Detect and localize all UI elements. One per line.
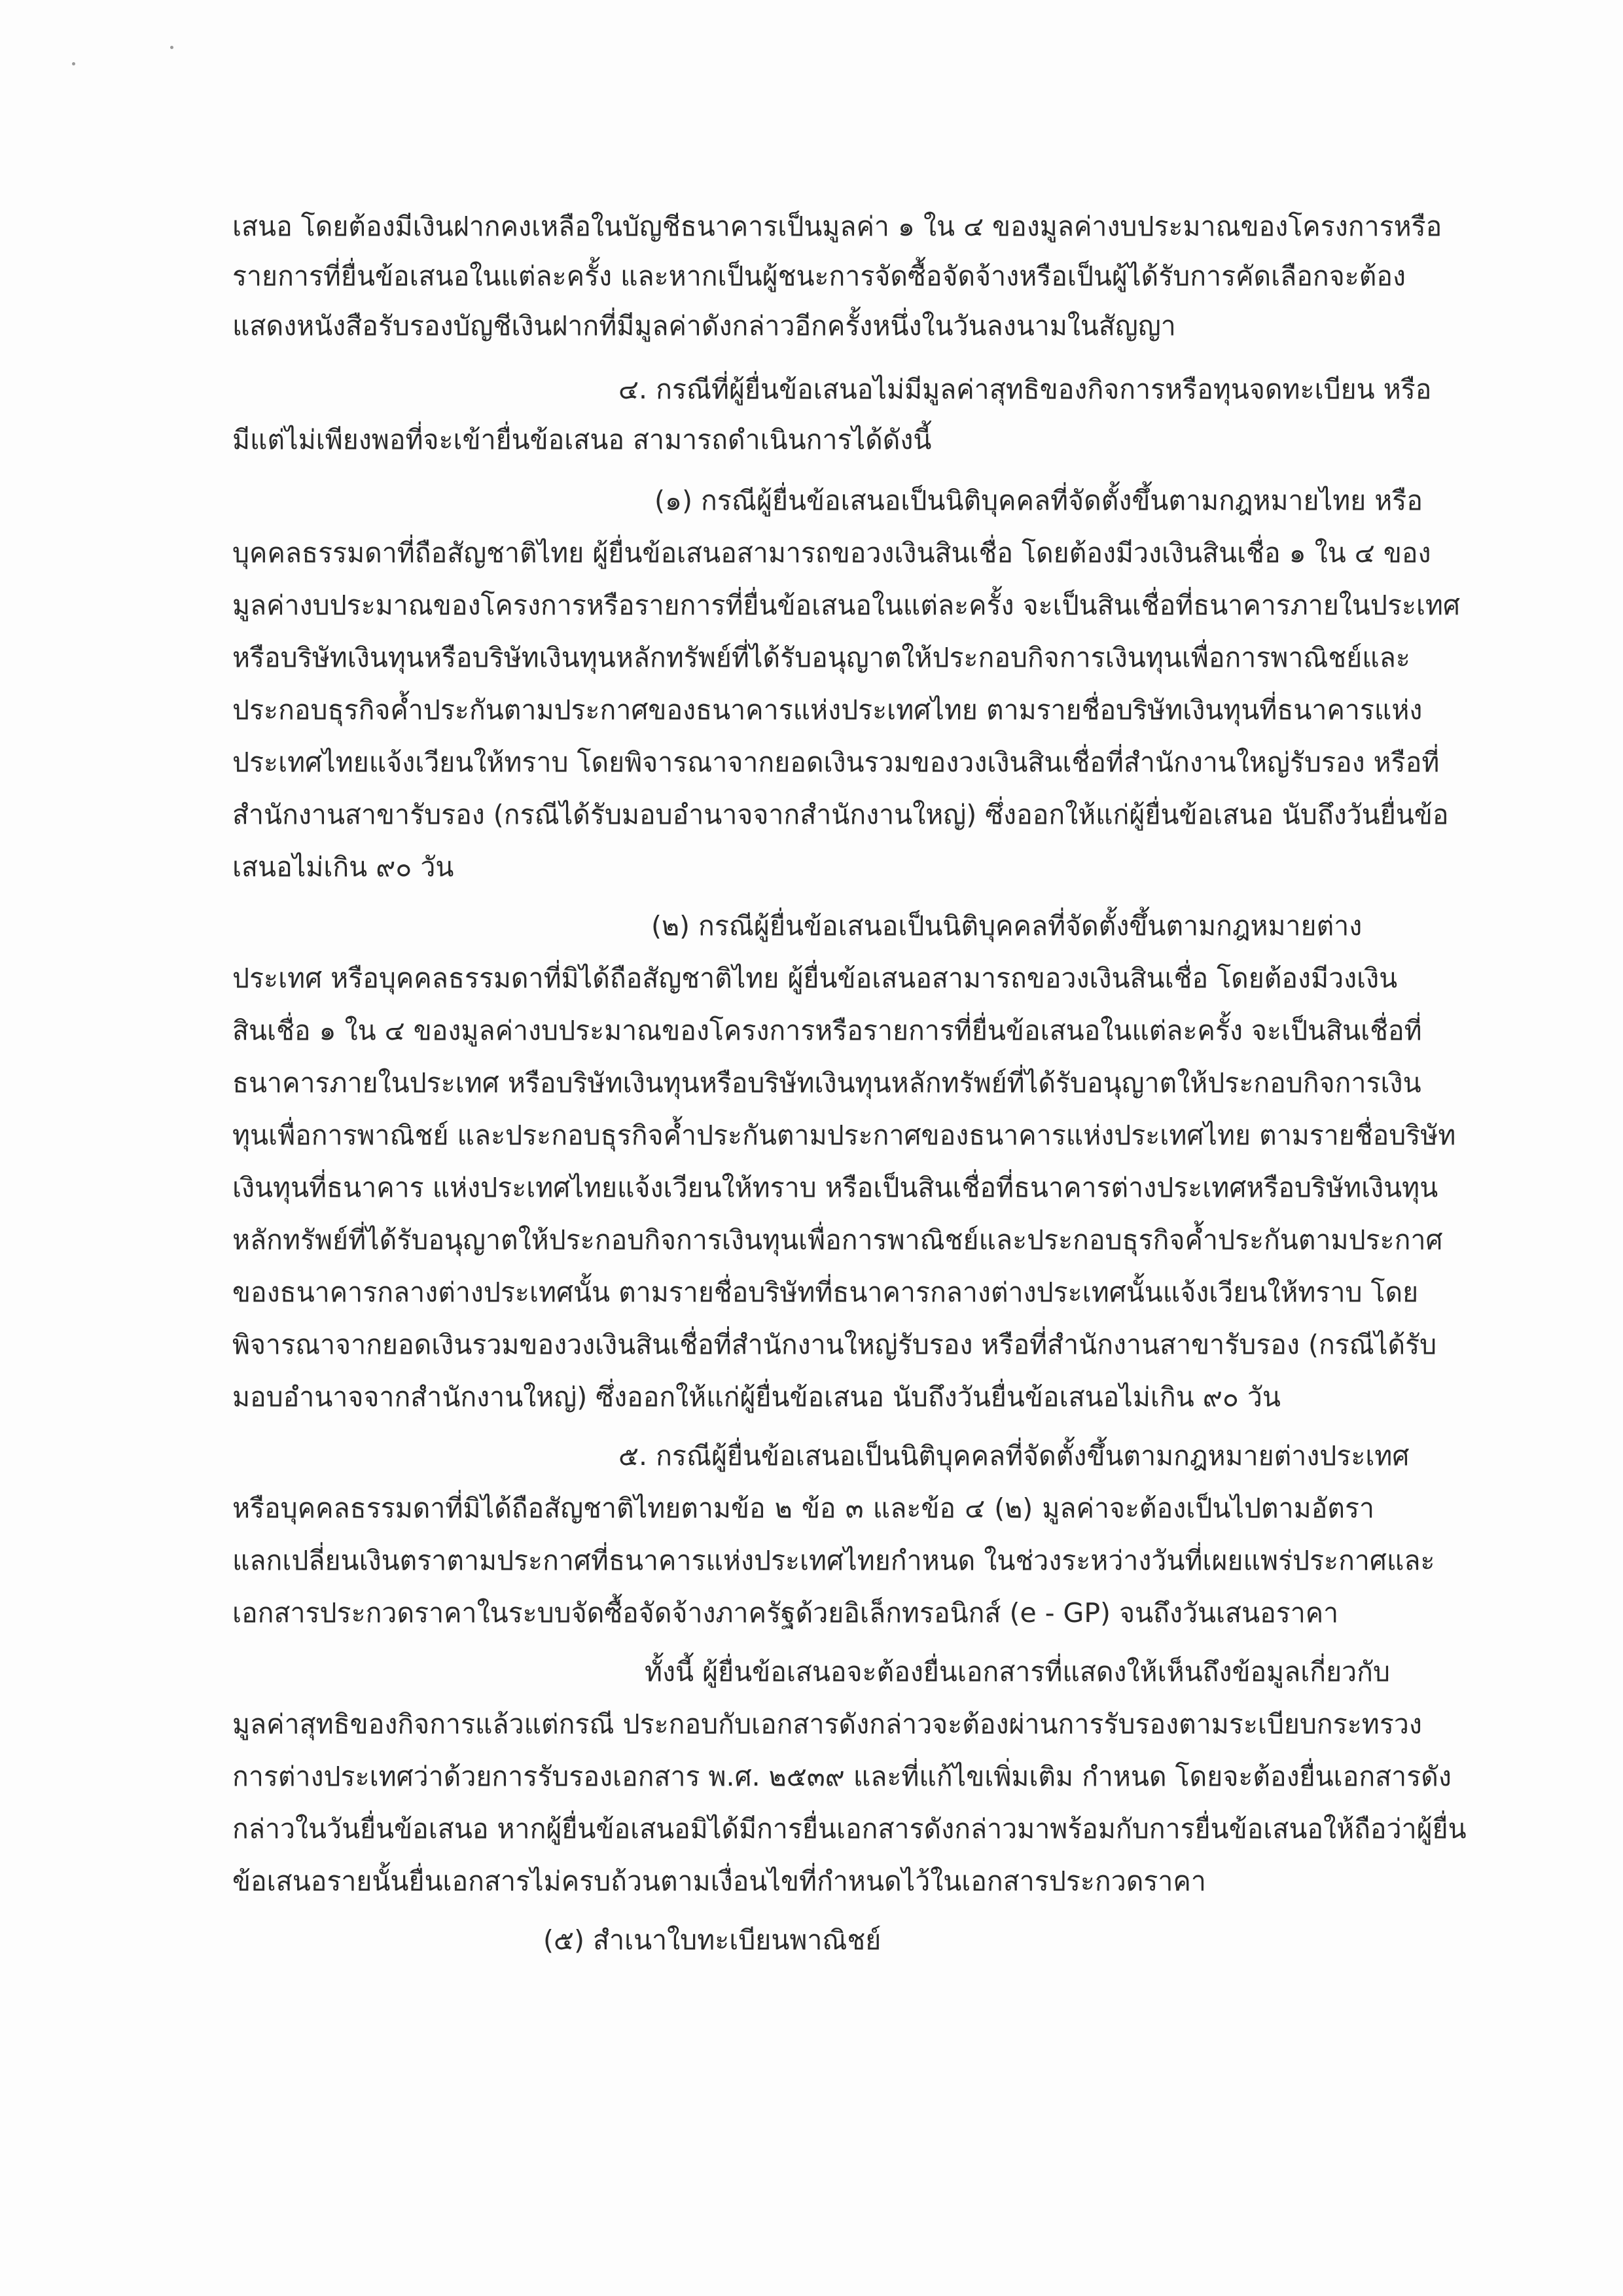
scan-speck	[170, 46, 173, 49]
text-line: เงินทุนที่ธนาคาร แห่งประเทศไทยแจ้งเวียนให้ทราบ หรือเป็นสินเชื่อที่ธนาคารต่างประเทศหรือบริษัทเงินทุน	[232, 1172, 1438, 1203]
text-line: ประเทศไทยแจ้งเวียนให้ทราบ โดยพิจารณาจากยอดเงินรวมของวงเงินสินเชื่อที่สำนักงานใหญ่รับรอง หรือที่	[232, 747, 1440, 778]
text-line: แลกเปลี่ยนเงินตราตามประกาศที่ธนาคารแห่งประเทศไทยกำหนด ในช่วงระหว่างวันที่เผยแพร่ประกาศและ	[232, 1545, 1435, 1576]
text-line: เอกสารประกวดราคาในระบบจัดซื้อจัดจ้างภาครัฐด้วยอิเล็กทรอนิกส์ (e - GP) จนถึงวันเสนอราคา	[232, 1597, 1339, 1629]
text-line: หรือบุคคลธรรมดาที่มิได้ถือสัญชาติไทยตามข้อ ๒ ข้อ ๓ และข้อ ๔ (๒) มูลค่าจะต้องเป็นไปตามอัตรา	[232, 1492, 1374, 1524]
text-line: (๑) กรณีผู้ยื่นข้อเสนอเป็นนิติบุคคลที่จัดตั้งขึ้นตามกฎหมายไทย หรือ	[654, 485, 1423, 516]
text-line: สำนักงานสาขารับรอง (กรณีได้รับมอบอำนาจจากสำนักงานใหญ่) ซึ่งออกให้แก่ผู้ยื่นข้อเสนอ นับถึงวันยื่นข้อ	[232, 799, 1449, 830]
text-line: รายการที่ยื่นข้อเสนอในแต่ละครั้ง และหากเป็นผู้ชนะการจัดซื้อจัดจ้างหรือเป็นผู้ได้รับการคัดเลือกจะต้อง	[232, 260, 1406, 292]
text-line: ประเทศ หรือบุคคลธรรมดาที่มิได้ถือสัญชาติไทย ผู้ยื่นข้อเสนอสามารถขอวงเงินสินเชื่อ โดยต้องมีวงเงิน	[232, 963, 1398, 994]
text-line: การต่างประเทศว่าด้วยการรับรองเอกสาร พ.ศ. ๒๕๓๙ และที่แก้ไขเพิ่มเติม กำหนด โดยจะต้องยื่นเอกสารดัง	[232, 1761, 1452, 1792]
text-line: ทั้งนี้ ผู้ยื่นข้อเสนอจะต้องยื่นเอกสารที่แสดงให้เห็นถึงข้อมูลเกี่ยวกับ	[645, 1656, 1391, 1687]
text-line: สินเชื่อ ๑ ใน ๔ ของมูลค่างบประมาณของโครงการหรือรายการที่ยื่นข้อเสนอในแต่ละครั้ง จะเป็นสินเชื่อที่	[232, 1015, 1422, 1046]
text-line: ๔. กรณีที่ผู้ยื่นข้อเสนอไม่มีมูลค่าสุทธิของกิจการหรือทุนจดทะเบียน หรือ	[618, 374, 1432, 405]
text-line: แสดงหนังสือรับรองบัญชีเงินฝากที่มีมูลค่าดังกล่าวอีกครั้งหนึ่งในวันลงนามในสัญญา	[232, 310, 1176, 342]
text-line: ข้อเสนอรายนั้นยื่นเอกสารไม่ครบถ้วนตามเงื่อนไขที่กำหนดไว้ในเอกสารประกวดราคา	[232, 1865, 1206, 1897]
text-line: เสนอ โดยต้องมีเงินฝากคงเหลือในบัญชีธนาคารเป็นมูลค่า ๑ ใน ๔ ของมูลค่างบประมาณของโครงการหรือ	[232, 211, 1442, 242]
text-line: ทุนเพื่อการพาณิชย์ และประกอบธุรกิจค้ำประกันตามประกาศของธนาคารแห่งประเทศไทย ตามรายชื่อบริษัท	[232, 1120, 1456, 1151]
text-line: ประกอบธุรกิจค้ำประกันตามประกาศของธนาคารแห่งประเทศไทย ตามรายชื่อบริษัทเงินทุนที่ธนาคารแห่ง	[232, 694, 1423, 726]
text-line: พิจารณาจากยอดเงินรวมของวงเงินสินเชื่อที่สำนักงานใหญ่รับรอง หรือที่สำนักงานสาขารับรอง (กรณีได้รับ	[232, 1329, 1437, 1360]
text-line: มูลค่าสุทธิของกิจการแล้วแต่กรณี ประกอบกับเอกสารดังกล่าวจะต้องผ่านการรับรองตามระเบียบกระทรวง	[232, 1708, 1422, 1740]
text-line: มีแต่ไม่เพียงพอที่จะเข้ายื่นข้อเสนอ สามารถดำเนินการได้ดังนี้	[232, 424, 932, 455]
text-line: (๕) สำเนาใบทะเบียนพาณิชย์	[543, 1924, 882, 1956]
text-line: มอบอำนาจจากสำนักงานใหญ่) ซึ่งออกให้แก่ผู้ยื่นข้อเสนอ นับถึงวันยื่นข้อเสนอไม่เกิน ๙๐ วัน	[232, 1381, 1281, 1413]
text-line: บุคคลธรรมดาที่ถือสัญชาติไทย ผู้ยื่นข้อเสนอสามารถขอวงเงินสินเชื่อ โดยต้องมีวงเงินสินเชื่อ ๑ ใน ๔ ของ	[232, 537, 1431, 569]
text-line: หรือบริษัทเงินทุนหรือบริษัทเงินทุนหลักทรัพย์ที่ได้รับอนุญาตให้ประกอบกิจการเงินทุนเพื่อการพาณิชย์และ	[232, 642, 1410, 673]
text-line: ของธนาคารกลางต่างประเทศนั้น ตามรายชื่อบริษัทที่ธนาคารกลางต่างประเทศนั้นแจ้งเวียนให้ทราบ โดย	[232, 1277, 1419, 1308]
text-line: (๒) กรณีผู้ยื่นข้อเสนอเป็นนิติบุคคลที่จัดตั้งขึ้นตามกฎหมายต่าง	[651, 910, 1363, 942]
text-line: กล่าวในวันยื่นข้อเสนอ หากผู้ยื่นข้อเสนอมิได้มีการยื่นเอกสารดังกล่าวมาพร้อมกับการยื่นข้อเสนอให้ถือว่าผู้ยื่น	[232, 1813, 1467, 1845]
text-line: หลักทรัพย์ที่ได้รับอนุญาตให้ประกอบกิจการเงินทุนเพื่อการพาณิชย์และประกอบธุรกิจค้ำประกันตามประกาศ	[232, 1224, 1443, 1256]
text-line: เสนอไม่เกิน ๙๐ วัน	[232, 851, 454, 883]
text-line: มูลค่างบประมาณของโครงการหรือรายการที่ยื่นข้อเสนอในแต่ละครั้ง จะเป็นสินเชื่อที่ธนาคารภายในประเทศ	[232, 590, 1461, 621]
text-line: ๕. กรณีผู้ยื่นข้อเสนอเป็นนิติบุคคลที่จัดตั้งขึ้นตามกฎหมายต่างประเทศ	[618, 1440, 1410, 1472]
scan-speck	[72, 62, 75, 65]
text-line: ธนาคารภายในประเทศ หรือบริษัทเงินทุนหรือบริษัทเงินทุนหลักทรัพย์ที่ได้รับอนุญาตให้ประกอบกิจการเงิน	[232, 1067, 1421, 1099]
